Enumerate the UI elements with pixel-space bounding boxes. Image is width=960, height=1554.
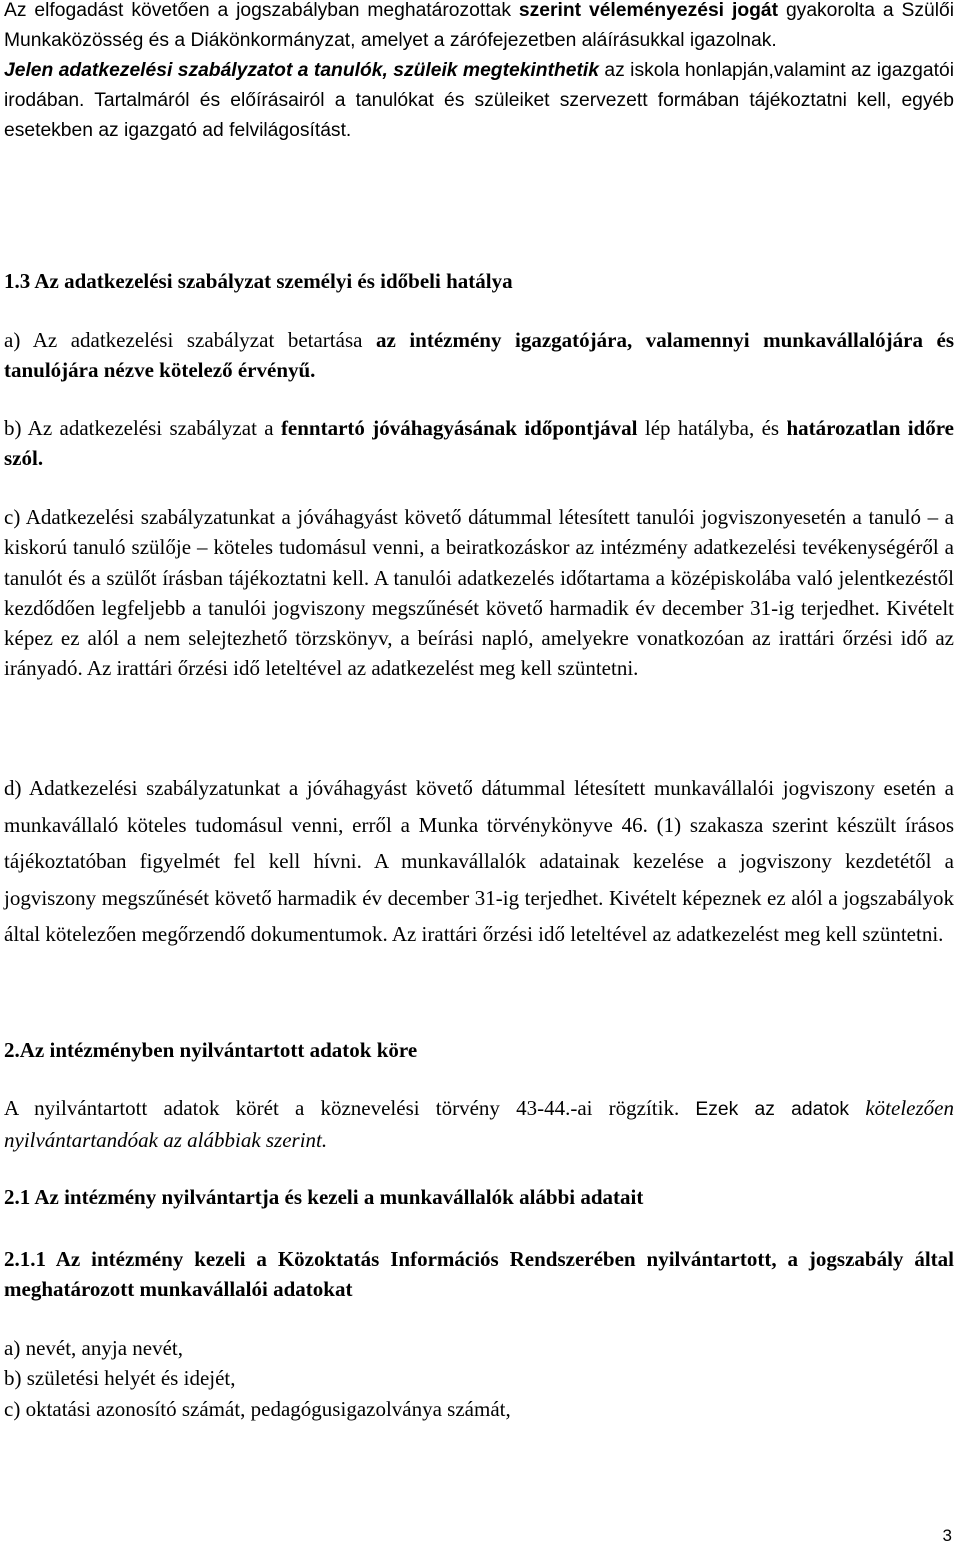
paragraph-d: [4, 770, 954, 953]
paragraph-c-text-3: Kivételt képez ez alól a nem selejtezhető törzskönyv, a beírási napló, amelyekre vonatkozóan az irattári őrzési idő az irányadó.: [4, 595, 954, 681]
paragraph-a-bold: az intézmény igazgatójára, valamennyi munkavállalójára és tanulójára nézve kötelező érvényű.: [4, 328, 955, 383]
section-2-1-heading: 2.1 Az intézmény nyilvántartja és kezeli a munkavállalók alábbi adatait: [4, 1185, 644, 1209]
paragraph-a-text: a) Az adatkezelési szabályzat betartása: [4, 328, 376, 352]
paragraph-c: [4, 502, 954, 684]
intro-text-cont: gyakorolta a Szülői Munkaközösség és a Diákönkormányzat, amelyet a zárófejezetben aláírásukkal igazolnak.: [4, 0, 955, 51]
data-list: [4, 1333, 954, 1424]
section-2-text-2: -ai rögzítik.: [570, 1096, 696, 1120]
section-2-heading: 2.Az intézményben nyilvántartott adatok köre: [4, 1038, 418, 1062]
paragraph-d-text-3: A munkavállalók adatainak kezelése a jogviszony kezdetétől a jogviszony megszűnését követő harmadik év december 31-ig terjedhet.: [4, 849, 954, 910]
paragraph-b-text-2: lép hatályba, és: [637, 416, 787, 440]
section-2-italic: kötelezően nyilvántartandóak az alábbiak szerint.: [4, 1096, 954, 1152]
section-2-1-1-heading: 2.1.1 Az intézmény kezeli a Közoktatás Információs Rendszerében nyilvántartott, a jogszabály által meghatározott munkavállalói adatokat: [4, 1247, 954, 1301]
paragraph-d-text-4: Kivételt képeznek ez alól a jogszabályok által kötelezően megőrzendő dokumentumok.: [4, 885, 955, 946]
list-item: c) oktatási azonosító számát, pedagógusigazolványa számát,: [4, 1396, 511, 1421]
paragraph-b-bold-2: határozatlan időre szól.: [4, 416, 955, 471]
paragraph-d-text-5: Az irattári őrzési idő leteltével az adatkezelést meg kell szüntetni.: [391, 922, 944, 946]
section-2-text-3: Ezek az adatok: [695, 1099, 866, 1120]
list-item: a) nevét, anyja nevét,: [4, 1336, 183, 1360]
page-number: 3: [942, 1526, 952, 1545]
intro-text-2: az iskola honlapján,valamint az igazgatói irodában.: [4, 60, 954, 111]
section-2-text-1: A nyilvántartott adatok körét a köznevelési törvény 43-44.: [4, 1096, 571, 1120]
list-item: b) születési helyét és idejét,: [4, 1366, 236, 1391]
intro-bold-italic: Jelen adatkezelési szabályzatot a tanulók, szüleik megtekinthetik: [4, 60, 599, 81]
intro-text-3: Tartalmáról és előírásairól a tanulókat és szüleiket szervezett formában tájékoztatni kell, egyéb esetekben az igazgató ad felvilágosítást.: [4, 90, 954, 141]
paragraph-b: [4, 413, 954, 474]
section-1-3-heading: 1.3 Az adatkezelési szabályzat személyi és időbeli hatálya: [4, 269, 513, 293]
intro-bold-text: szerint véleményezési jogát: [518, 0, 779, 21]
intro-text: Az elfogadást követően a jogszabályban meghatározottak: [4, 0, 519, 21]
paragraph-c-text-4: Az irattári őrzési idő leteltével az adatkezelést meg kell szüntetni.: [86, 656, 639, 681]
paragraph-b-bold: fenntartó jóváhagyásának időpontjával: [280, 416, 638, 440]
paragraph-d-text-2: (1) szakasza szerint készült írásos tájékoztatóban figyelmét fel kell hívni.: [4, 812, 954, 873]
intro-paragraph: [4, 0, 954, 146]
paragraph-b-text: b) Az adatkezelési szabályzat a: [4, 416, 281, 440]
paragraph-a: [4, 325, 954, 386]
paragraph-d-text-1: d) Adatkezelési szabályzatunkat a jóváhagyást követő dátummal létesített munkavállalói jogviszony esetén a munkavállaló köteles tudomásul venni, erről a Munka törvénykönyve 46.: [4, 776, 954, 837]
section-2-paragraph: [4, 1093, 954, 1155]
paragraph-c-text-1: c) Adatkezelési szabályzatunkat a jóváhagyást követő dátummal létesített tanulói jogviszonyesetén a tanuló – a kiskorú tanuló szülője – köteles tudomásul venni, a beiratkozáskor az intézmény adatkezelési tevékenységéről a tanulót és a szülőt írásban tájékoztatni kell.: [4, 505, 954, 590]
paragraph-c-text-2: A tanulói adatkezelés időtartama a középiskolába való jelentkezéstől kezdődően legfeljebb a tanulói jogviszony megszűnését követő harmadik év december 31-ig terjedhet.: [4, 565, 954, 620]
